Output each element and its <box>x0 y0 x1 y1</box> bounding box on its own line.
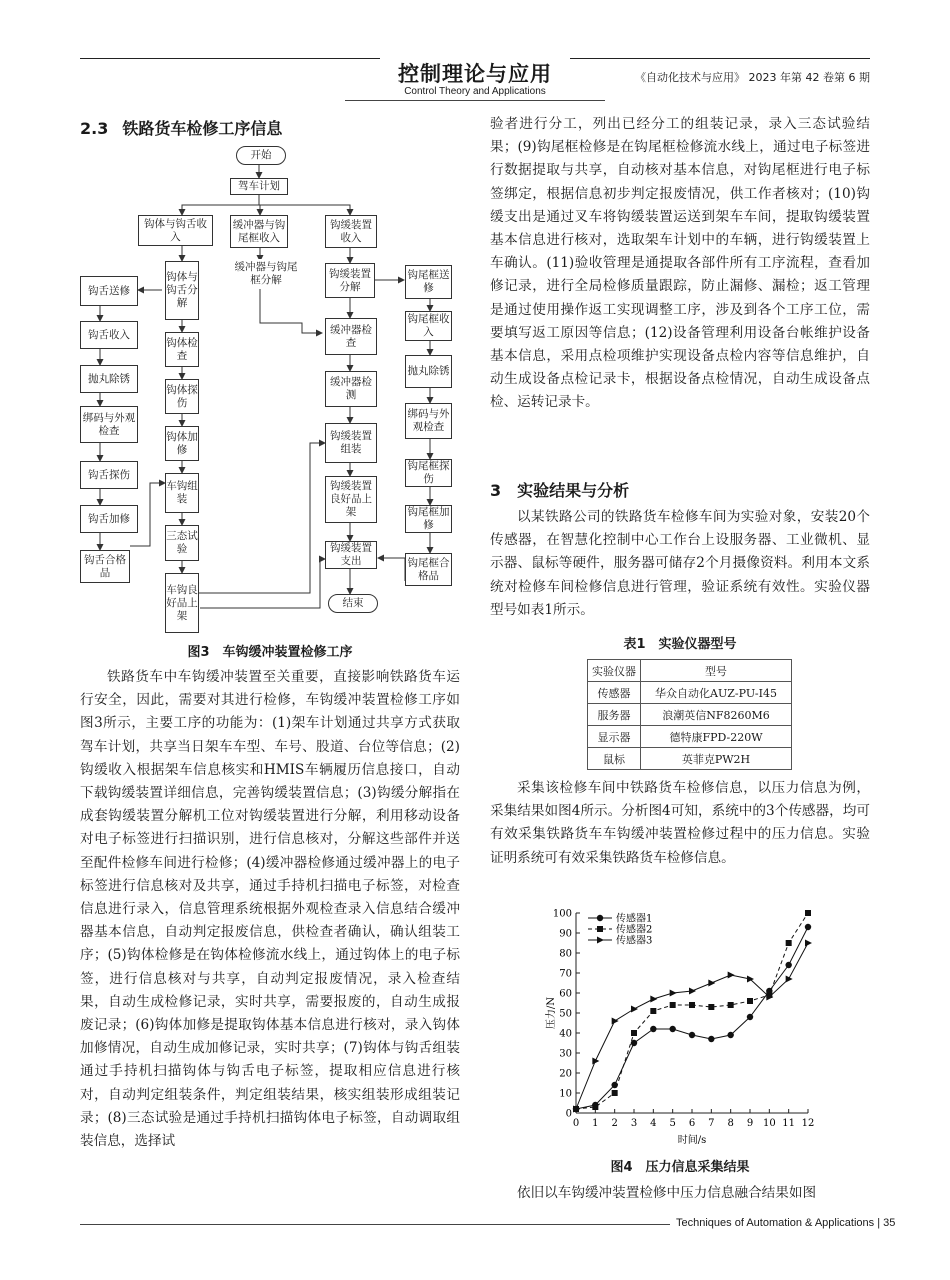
y-tick-label: 0 <box>565 1108 572 1120</box>
flow-coupler-shelf: 车钩良好品上架 <box>165 573 199 633</box>
flow-yoke-visual: 绑码与外观检查 <box>405 403 452 439</box>
table-cell: 浪潮英信NF8260M6 <box>641 704 792 726</box>
data-point-s3 <box>670 990 677 997</box>
table-row <box>588 704 792 726</box>
flow-tongue-repair: 钩舌加修 <box>80 505 138 533</box>
x-tick-label: 3 <box>630 1118 638 1129</box>
data-point-s3 <box>689 988 696 995</box>
flow-start: 开始 <box>236 146 286 165</box>
x-tick-label: 2 <box>611 1118 618 1129</box>
flow-yoke-recv: 钩尾框收入 <box>405 311 452 341</box>
page-number: 35 <box>883 1217 896 1229</box>
x-tick-label: 6 <box>688 1118 696 1129</box>
table-row <box>588 726 792 748</box>
x-tick-label: 5 <box>669 1118 676 1129</box>
y-tick-label: 100 <box>552 908 572 920</box>
fig3-caption: 图3 车钩缓冲装置检修工序 <box>187 645 353 660</box>
x-axis-label: 时间/s <box>677 1135 707 1146</box>
section-3-heading <box>490 480 629 502</box>
flow-coupler-assy: 车钩组装 <box>165 473 199 513</box>
flow-body-check: 钩体检查 <box>165 332 199 367</box>
data-point-s2 <box>670 1002 676 1008</box>
last-line-text: 依旧以车钩缓冲装置检修中压力信息融合结果如图 <box>517 1185 817 1201</box>
table-cell: 传感器 <box>588 682 641 704</box>
data-point-s1 <box>689 1032 695 1038</box>
data-point-s1 <box>805 924 811 930</box>
flow-buffer-test: 缓冲器检测 <box>325 371 377 407</box>
legend-label: 传感器3 <box>616 935 653 947</box>
data-point-s2 <box>650 1008 656 1014</box>
section-number: 3 <box>490 481 502 500</box>
flow-tongue-visual: 绑码与外观检查 <box>80 406 138 443</box>
data-point-s3 <box>592 1058 599 1065</box>
header-rule-right <box>570 58 870 59</box>
data-point-s3 <box>612 1018 619 1025</box>
flow-tongue-ok: 钩舌合格品 <box>80 550 130 583</box>
table-cell: 鼠标 <box>588 748 641 770</box>
left-body-text: 铁路货车中车钩缓冲装置至关重要，直接影响铁路货车运行安全，因此，需要对其进行检修，车钩缓冲装置检修工序如图3所示，主要工序的功能为：(1)架车计划通过共享方式获取驾车计划，共享当日架车车型、车号、股道、台位等信息；(2)钩缓收入根据架车信息核实和HMIS车辆履历信息接口，自动下载钩缓装置详细信息，完善钩缓装置信息；(3)钩缓分解指在成套钩缓装置分解机工位对钩缓装置进行分解，利用移动设备对电子标签进行扫描识别，进行信息核对，分解这些部件并送至配件检修车间进行检修；(4)缓冲器检修通过缓冲器上的电子标签进行信息核对及共享，通过手持机扫描电子标签，对检查信息进行录入，信息管理系统根据外观检查录入信息结合缓冲器基本信息，自动判定报废信息，供检查者确认，确认组装工序；(5)钩体检修是在钩体检修流水线上，通过钩体上的电子标签，进行信息核对与共享，自动判定报废情况，录入检查结果，自动生成检修记录，实时共享，需要报废的，自动生成报废记录；(6)钩体加修是提取钩体基本信息进行核对，录入钩体加修情况，自动生成加修记录，实时共享；(7)钩体与钩舌组装通过手持机扫描钩体与钩舌电子标签，提取相应信息进行核对，自动判定组装条件，判定组装结果，核实组装形成组装记录；(8)三态试验是通过手持机扫描钩体电子标签，自动调取组装信息，选择试 <box>80 669 460 1150</box>
flow-cg-out: 钩缓装置支出 <box>325 541 377 569</box>
data-point-s1 <box>669 1026 675 1032</box>
fig4-caption: 图4 压力信息采集结果 <box>610 1160 750 1175</box>
header-title: 控制理论与应用 <box>398 62 552 86</box>
table-header-cell: 实验仪器 <box>588 660 641 682</box>
journal-info: 《自动化技术与应用》 2023 年第 42 卷第 6 期 <box>635 71 870 84</box>
x-tick-label: 4 <box>650 1118 657 1129</box>
table1-caption: 表1 实验仪器型号 <box>623 637 737 652</box>
table-cell: 华众自动化AUZ-PU-I45 <box>641 682 792 704</box>
flow-tongue-shot: 抛丸除锈 <box>80 365 138 393</box>
flow-cg-assy: 钩缓装置组装 <box>325 423 377 463</box>
section-2-3-heading <box>80 118 282 140</box>
data-point-s2 <box>592 1104 598 1110</box>
flow-body-repair: 钩体加修 <box>165 426 199 461</box>
flow-yoke-repair: 钩尾框加修 <box>405 505 452 533</box>
data-point-s3 <box>786 976 793 983</box>
y-tick-label: 90 <box>559 928 572 940</box>
table-row <box>588 748 792 770</box>
footer-journal-name: Techniques of Automation & Applications <box>676 1217 875 1229</box>
flow-split-buffer-yoke: 缓冲器与钩尾框分解 <box>230 259 302 289</box>
flow-yoke-send: 钩尾框送修 <box>405 265 452 299</box>
data-point-s2 <box>689 1002 695 1008</box>
data-point-s3 <box>631 1006 638 1013</box>
data-point-s1 <box>650 1026 656 1032</box>
section-3-text: 以某铁路公司的铁路货车检修车间为实验对象，安装20个传感器，在智慧化控制中心工作台上设服务器、工业微机、显示器、鼠标等硬件，服务器可储存2个月摄像资料。利用本文系统对检修车间检修信息进行管理，验证系统有效性。实验仪器型号如表1所示。 <box>490 509 870 618</box>
flow-plan: 驾车计划 <box>230 178 288 195</box>
right-body-text: 验者进行分工，列出已经分工的组装记录，录入三态试验结果；(9)钩尾框检修是在钩尾框检修流水线上，通过电子标签进行数据提取与共享，自动核对基本信息，对钩尾框进行电子标签绑定，根据信息初步判定报废情况，供工作者核对；(10)钩缓支出是通过叉车将钩缓装置运送到架车车间，提取钩缓装置基本信息进行核对，选取架车计划中的车辆，进行钩缓装置上车确认。(11)验收管理是通提取各部件所有工序流程，查看加修记录，进行全局检修质量跟踪，防止漏修、漏检；返工管理是通过使用操作返工实现调整工序，涉及到各个工序工位，需要填写返工原因等信息；(12)设备管理利用设备台帐维护设备基本信息，采用点检项维护实现设备点检内容等信息维护，自动生成设备点检记录卡，根据设备点检情况，自动生成设备点检、运转记录卡。 <box>490 116 870 411</box>
section-number: 2.3 <box>80 119 109 138</box>
flow-yoke-ok: 钩尾框合格品 <box>405 553 452 586</box>
flow-split-cg: 钩缓装置分解 <box>325 263 375 298</box>
x-tick-label: 10 <box>762 1118 776 1129</box>
legend-marker <box>597 926 603 932</box>
y-tick-label: 50 <box>559 1008 572 1020</box>
flow-recv-body-tongue: 钩体与钩舌收入 <box>138 215 213 246</box>
header-rule-left <box>80 58 380 59</box>
series-line-3 <box>576 943 808 1109</box>
flow-three-state: 三态试验 <box>165 525 199 561</box>
series-line-1 <box>576 927 808 1109</box>
x-tick-label: 11 <box>782 1118 796 1129</box>
y-tick-label: 60 <box>559 988 572 1000</box>
data-point-s3 <box>650 996 657 1003</box>
legend-marker <box>597 937 604 944</box>
section-title: 实验结果与分析 <box>517 481 630 500</box>
table-cell: 服务器 <box>588 704 641 726</box>
y-tick-label: 70 <box>559 968 572 980</box>
data-point-s1 <box>785 962 791 968</box>
flow-split-body-tongue: 钩体与钩舌分解 <box>165 261 199 320</box>
table-cell: 英菲克PW2H <box>641 748 792 770</box>
x-tick-label: 12 <box>801 1118 815 1129</box>
data-point-s2 <box>612 1090 618 1096</box>
table-cell: 德特康FPD-220W <box>641 726 792 748</box>
flow-tongue-recv: 钩舌收入 <box>80 321 138 349</box>
after-table-text: 采集该检修车间中铁路货车检修信息，以压力信息为例，采集结果如图4所示。分析图4可知，系统中的3个传感器，均可有效采集铁路货车车钩缓冲装置检修过程中的压力信息。实验证明系统可有效采集铁路货车检修信息。 <box>490 780 870 866</box>
y-tick-label: 30 <box>559 1048 572 1060</box>
y-tick-label: 80 <box>559 948 572 960</box>
flow-yoke-shot: 抛丸除锈 <box>405 355 452 388</box>
flow-recv-buffer-yoke: 缓冲器与钩尾框收入 <box>230 215 288 248</box>
flow-yoke-flaw: 钩尾框探伤 <box>405 459 452 487</box>
data-point-s2 <box>786 940 792 946</box>
x-tick-label: 0 <box>572 1118 580 1129</box>
x-tick-label: 7 <box>708 1118 715 1129</box>
section-title: 铁路货车检修工序信息 <box>122 119 283 138</box>
header-subtitle: Control Theory and Applications <box>404 86 546 97</box>
data-point-s3 <box>728 972 735 979</box>
x-tick-label: 8 <box>727 1118 734 1129</box>
y-tick-label: 10 <box>559 1088 572 1100</box>
y-tick-label: 40 <box>559 1028 572 1040</box>
table-header-cell: 型号 <box>641 660 792 682</box>
data-point-s1 <box>747 1014 753 1020</box>
legend-label: 传感器2 <box>616 924 653 936</box>
data-point-s2 <box>631 1030 637 1036</box>
y-axis-label: 压力/N <box>546 996 557 1030</box>
table-header-row <box>588 660 792 682</box>
data-point-s3 <box>805 940 812 947</box>
header-rule-under <box>345 100 605 101</box>
legend-marker <box>597 915 603 921</box>
flow-body-flaw: 钩体探伤 <box>165 379 199 414</box>
table-row <box>588 682 792 704</box>
data-point-s2 <box>747 998 753 1004</box>
flow-recv-cg: 钩缓装置收入 <box>325 215 377 248</box>
instrument-table <box>587 659 792 770</box>
flow-buffer-check: 缓冲器检查 <box>325 318 377 355</box>
flowchart <box>80 143 460 635</box>
data-point-s2 <box>805 910 811 916</box>
flow-tongue-flaw: 钩舌探伤 <box>80 461 138 489</box>
x-tick-label: 9 <box>746 1118 754 1129</box>
flow-end: 结束 <box>328 594 378 613</box>
legend-label: 传感器1 <box>616 913 653 925</box>
data-point-s2 <box>708 1004 714 1010</box>
footer-journal: Techniques of Automation & Applications | 35 <box>676 1217 896 1229</box>
flow-tongue-send: 钩舌送修 <box>80 276 138 306</box>
flow-cg-shelf: 钩缓装置良好品上架 <box>325 476 377 523</box>
footer-rule <box>80 1224 670 1225</box>
data-point-s3 <box>708 980 715 987</box>
data-point-s1 <box>727 1032 733 1038</box>
series-line-2 <box>576 913 808 1109</box>
table-cell: 显示器 <box>588 726 641 748</box>
data-point-s2 <box>728 1002 734 1008</box>
x-tick-label: 1 <box>592 1118 599 1129</box>
y-tick-label: 20 <box>559 1068 572 1080</box>
data-point-s1 <box>708 1036 714 1042</box>
pressure-chart <box>548 905 818 1150</box>
